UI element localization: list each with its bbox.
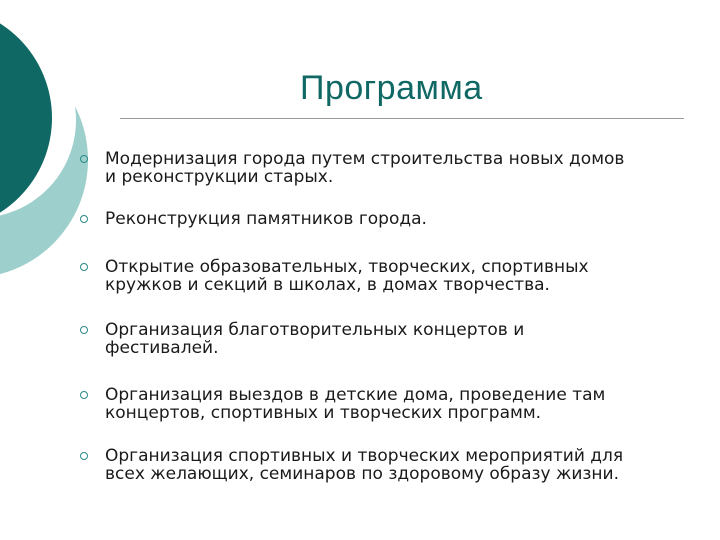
hollow-circle-icon — [80, 263, 88, 271]
hollow-circle-icon — [80, 452, 88, 460]
slide-title: Программа — [300, 69, 483, 107]
bullet-text: Организация спортивных и творческих мероприятий для всех желающих, семинаров по здоровому образу жизни. — [105, 446, 624, 484]
bullet-text: Организация выездов в детские дома, проведение там концертов, спортивных и творческих программ. — [105, 385, 606, 423]
bullet-text: Реконструкция памятников города. — [105, 209, 427, 229]
hollow-circle-icon — [80, 155, 88, 163]
hollow-circle-icon — [80, 326, 88, 334]
hollow-circle-icon — [80, 391, 88, 399]
bullet-text: Модернизация города путем строительства новых домов и реконструкции старых. — [105, 149, 625, 187]
bullet-text: Открытие образовательных, творческих, спортивных кружков и секций в школах, в домах творчества. — [105, 257, 589, 295]
bullet-text: Организация благотворительных концертов и фестивалей. — [105, 320, 525, 358]
hollow-circle-icon — [80, 215, 88, 223]
